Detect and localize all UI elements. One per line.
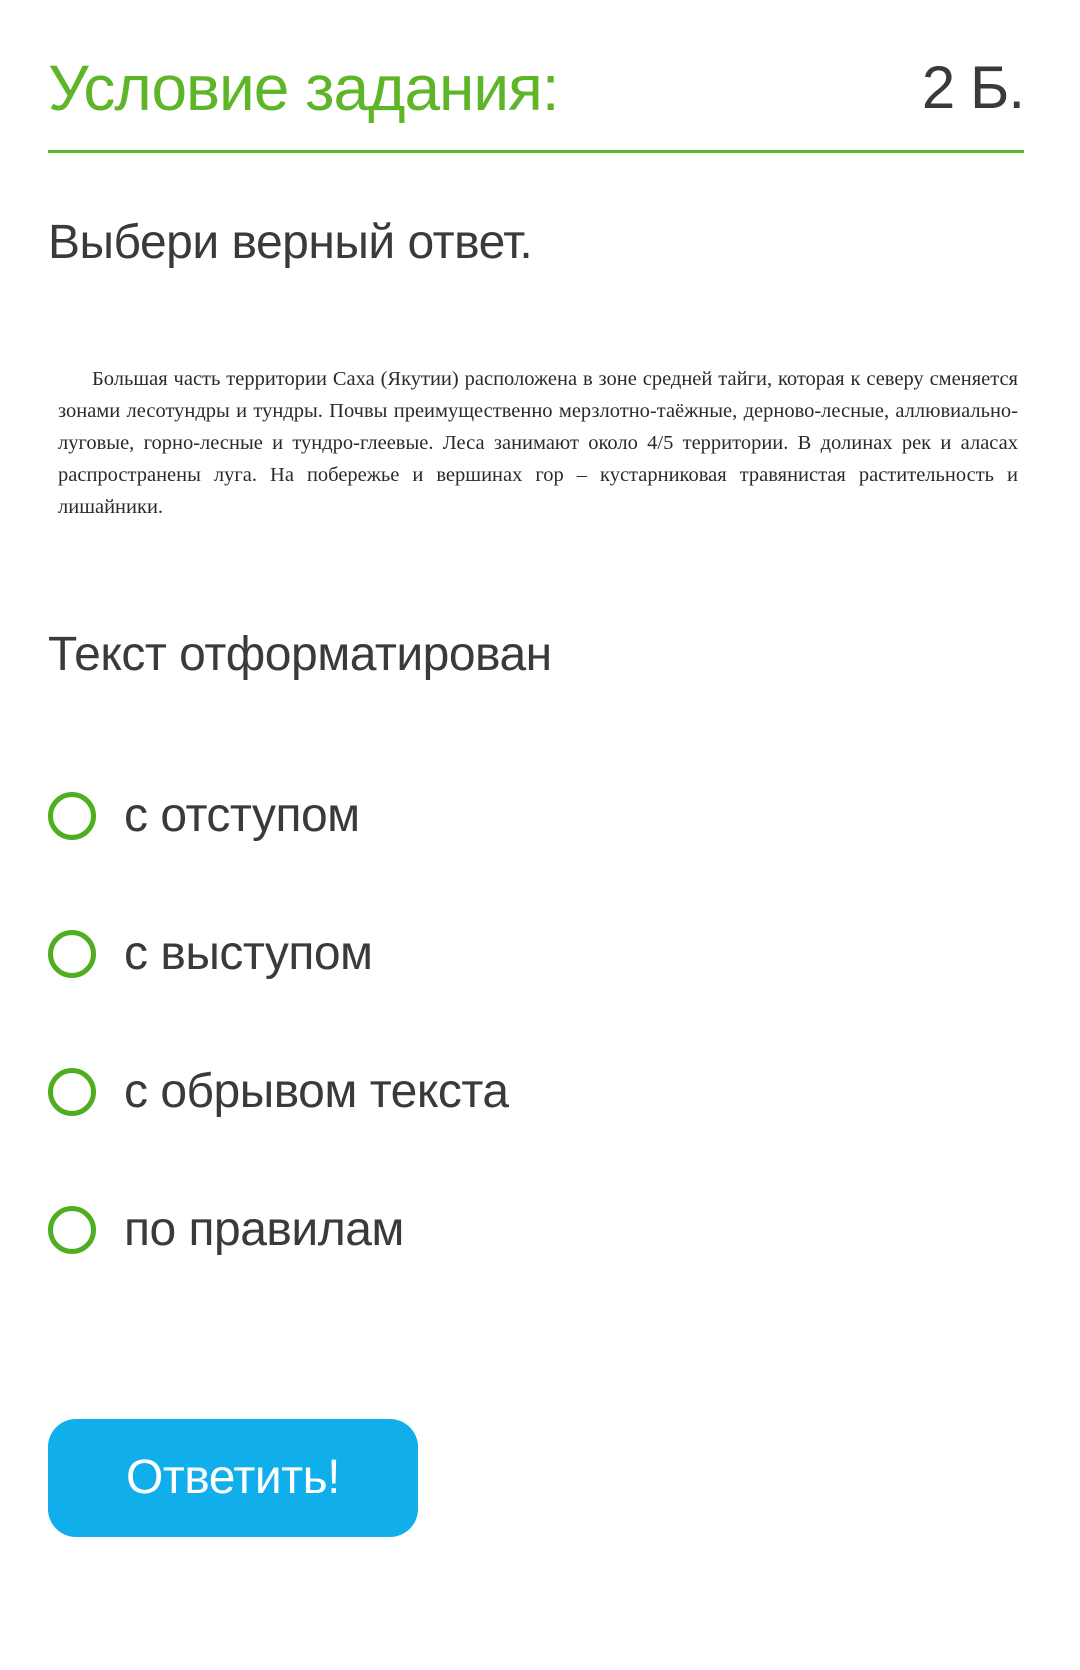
option-hanging[interactable] — [48, 921, 1024, 987]
radio-button[interactable] — [48, 1206, 96, 1254]
radio-button[interactable] — [48, 930, 96, 978]
header-divider — [48, 150, 1024, 153]
task-page — [48, 0, 1024, 1537]
option-label: по правилам — [124, 1203, 404, 1256]
question-text: Текст отформатирован — [48, 628, 552, 681]
option-label: с отступом — [124, 789, 360, 842]
option-by-rules[interactable] — [48, 1197, 1024, 1263]
task-header — [48, 0, 1024, 150]
excerpt-paragraph: Большая часть территории Саха (Якутии) расположена в зоне средней тайги, которая к северу сменяется зонами лесотундры и тундры. Почвы преимущественно мерзлотно-таёжные, дерново-лесные, аллювиально-луговые, горно-лесные и тундро-глеевые. Леса занимают около 4/5 территории. В долинах рек и аласах распространены луга. На побережье и вершинах гор – кустарниковая травянистая растительность и лишайники. — [58, 368, 1018, 518]
option-label: с обрывом текста — [124, 1065, 509, 1118]
task-points: 2 Б. — [921, 54, 1024, 121]
instruction-text: Выбери верный ответ. — [48, 216, 533, 269]
answer-options — [48, 783, 1024, 1263]
submit-answer-button[interactable]: Ответить! — [48, 1419, 418, 1537]
task-title: Условие задания: — [48, 52, 559, 124]
option-label: с выступом — [124, 927, 373, 980]
option-indent[interactable] — [48, 783, 1024, 849]
option-text-break[interactable] — [48, 1059, 1024, 1125]
radio-button[interactable] — [48, 792, 96, 840]
radio-button[interactable] — [48, 1068, 96, 1116]
